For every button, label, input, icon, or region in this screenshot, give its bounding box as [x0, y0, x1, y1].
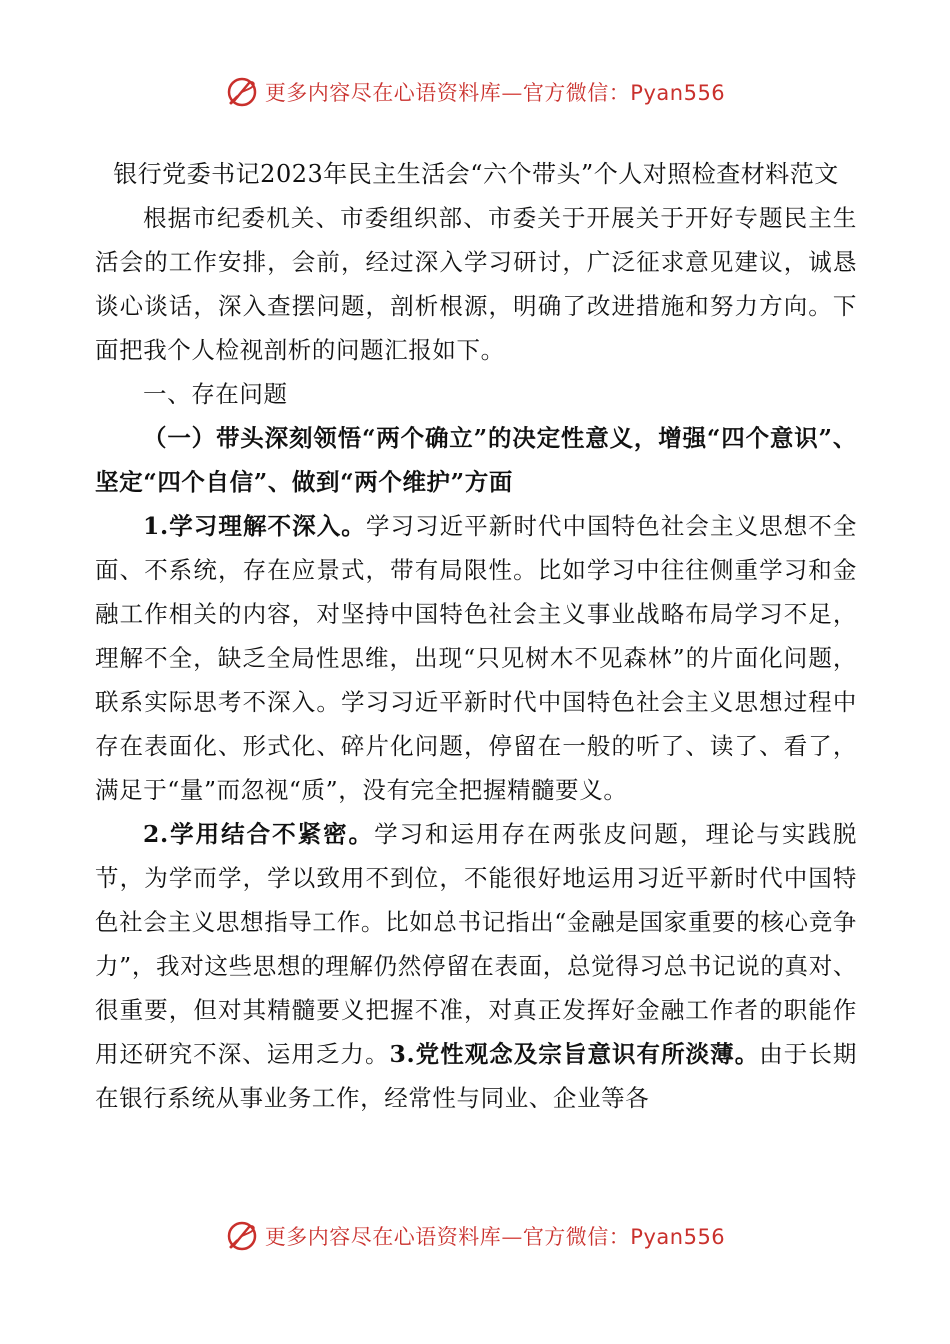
watermark-header [0, 72, 950, 112]
problem-item-1-text: 学习习近平新时代中国特色社会主义思想不全面、不系统，存在应景式，带有局限性。比如学习中往往侧重学习和金融工作相关的内容，对坚持中国特色社会主义事业战略布局学习不足，理解不全，缺乏全局性思维，出现“只见树木不见森林”的片面化问题，联系实际思考不深入。学习习近平新时代中国特色社会主义思想过程中存在表面化、形式化、碎片化问题，停留在一般的听了、读了、看了，满足于“量”而忽视“质”，没有完全把握精髓要义。 [95, 512, 857, 804]
problem-item-1 [95, 504, 857, 812]
watermark-footer [0, 1216, 950, 1256]
document-title: 银行党委书记2023年民主生活会“六个带头”个人对照检查材料范文 [113, 160, 839, 188]
problem-item-2-text: 学习和运用存在两张皮问题，理论与实践脱节，为学而学，学以致用不到位，不能很好地运用习近平新时代中国特色社会主义思想指导工作。比如总书记指出“金融是国家重要的核心竞争力”，我对这些思想的理解仍然停留在表面，总觉得习总书记说的真对、很重要，但对其精髓要义把握不准，对真正发挥好金融工作者的职能作用还研究不深、运用乏力。 [95, 820, 857, 1068]
watermark-text [265, 77, 725, 107]
section-heading: 一、存在问题 [143, 380, 288, 408]
problem-item-2 [95, 812, 857, 1120]
quill-logo-icon [225, 1219, 259, 1253]
watermark-separator: — [501, 1225, 523, 1249]
problem-item-2-label: 2.学用结合不紧密。 [143, 820, 375, 848]
watermark-contact: 官方微信：Pyan556 [522, 1225, 726, 1249]
watermark-separator: — [501, 81, 523, 105]
problem-item-3-text: 由于长期在银行系统从事业务工作，经常性与同业、企业等各 [95, 1040, 857, 1112]
intro-paragraph: 根据市纪委机关、市委组织部、市委关于开展关于开好专题民主生活会的工作安排，会前，经过深入学习研讨，广泛征求意见建议，诚恳谈心谈话，深入查摆问题，剖析根源，明确了改进措施和努力方向。下面把我个人检视剖析的问题汇报如下。 [95, 204, 857, 364]
watermark-brand: 更多内容尽在心语资料库 [264, 81, 502, 105]
problem-item-3-label: 3.党性观念及宗旨意识有所淡薄。 [389, 1040, 760, 1068]
watermark-brand: 更多内容尽在心语资料库 [264, 1225, 502, 1249]
watermark-text [265, 1221, 725, 1251]
problem-item-1-label: 1.学习理解不深入。 [143, 512, 366, 540]
subsection-heading: （一）带头深刻领悟“两个确立”的决定性意义，增强“四个意识”、坚定“四个自信”、做到“两个维护”方面 [95, 424, 857, 496]
watermark-contact: 官方微信：Pyan556 [522, 81, 726, 105]
document-body [95, 152, 857, 1120]
quill-logo-icon [225, 75, 259, 109]
